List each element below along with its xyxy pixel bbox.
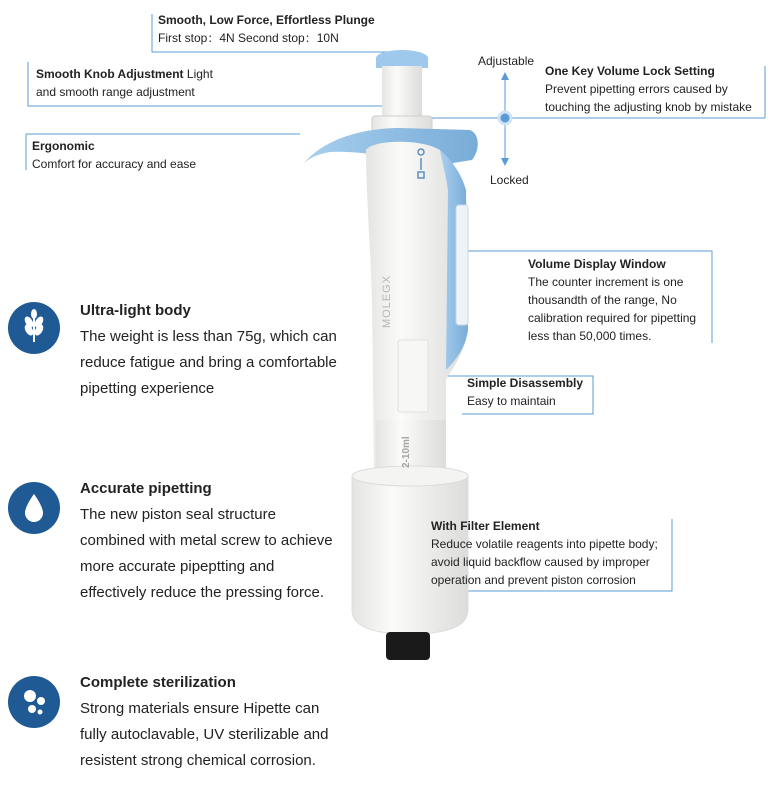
knob-callout	[36, 65, 236, 101]
filter-text: Reduce volatile reagents into pipette body; avoid liquid backflow caused by improper operation and prevent piston corrosion	[431, 537, 658, 587]
feature-accurate	[0, 478, 380, 638]
knob-title: Smooth Knob Adjustment	[36, 67, 184, 81]
plunge-callout	[158, 11, 388, 47]
display-window	[456, 205, 468, 325]
wheat-icon	[8, 302, 60, 354]
filter-title: With Filter Element	[431, 519, 540, 533]
display-callout	[528, 255, 703, 345]
feature-text: Strong materials ensure Hipette can fully autoclavable, UV sterilizable and resistent strong chemical corrosion.	[80, 700, 329, 769]
volume-label: 2-10ml	[401, 436, 412, 468]
feature-sterilization	[0, 672, 380, 782]
plunge-title: Smooth, Low Force, Effortless Plunge	[158, 13, 375, 27]
lock-title: One Key Volume Lock Setting	[545, 64, 715, 78]
lock-adjustable-label: Adjustable	[478, 54, 535, 68]
display-text: The counter increment is one thousandth of the range, No calibration required for pipetting less than 50,000 times.	[528, 275, 697, 343]
feature-title: Accurate pipetting	[80, 480, 212, 497]
droplet-icon	[8, 482, 60, 534]
knob-text: and smooth range adjustment	[36, 85, 195, 99]
plunger-rod	[382, 66, 422, 118]
lock-locked-label: Locked	[490, 173, 529, 187]
ergonomic-title: Ergonomic	[32, 139, 95, 153]
bubbles-icon	[8, 676, 60, 728]
tip-holder	[386, 632, 430, 660]
label-panel	[398, 340, 428, 412]
lock-callout	[545, 62, 760, 116]
knob-text-inline: Light	[186, 67, 213, 81]
ergonomic-text: Comfort for accuracy and ease	[32, 157, 197, 171]
feature-ultralight	[0, 300, 380, 410]
disassembly-title: Simple Disassembly	[467, 376, 584, 390]
disassembly-text: Easy to maintain	[467, 394, 556, 408]
feature-text: The new piston seal structure combined with metal screw to achieve more accurate pipeptting and effectively reduce the pressing force.	[80, 506, 333, 601]
feature-title: Ultra-light body	[80, 302, 191, 319]
disassembly-callout	[467, 374, 592, 410]
feature-text: The weight is less than 75g, which can reduce fatigue and bring a comfortable pipetting experience	[80, 328, 337, 397]
brand-label: MOLEGX	[381, 274, 393, 328]
display-title: Volume Display Window	[528, 257, 666, 271]
feature-title: Complete sterilization	[80, 674, 236, 691]
filter-callout	[431, 517, 667, 589]
ergonomic-callout	[32, 137, 232, 173]
lock-text: Prevent pipetting errors caused by touching the adjusting knob by mistake	[545, 82, 752, 114]
plunge-text: First stop：4N Second stop：10N	[158, 31, 339, 45]
